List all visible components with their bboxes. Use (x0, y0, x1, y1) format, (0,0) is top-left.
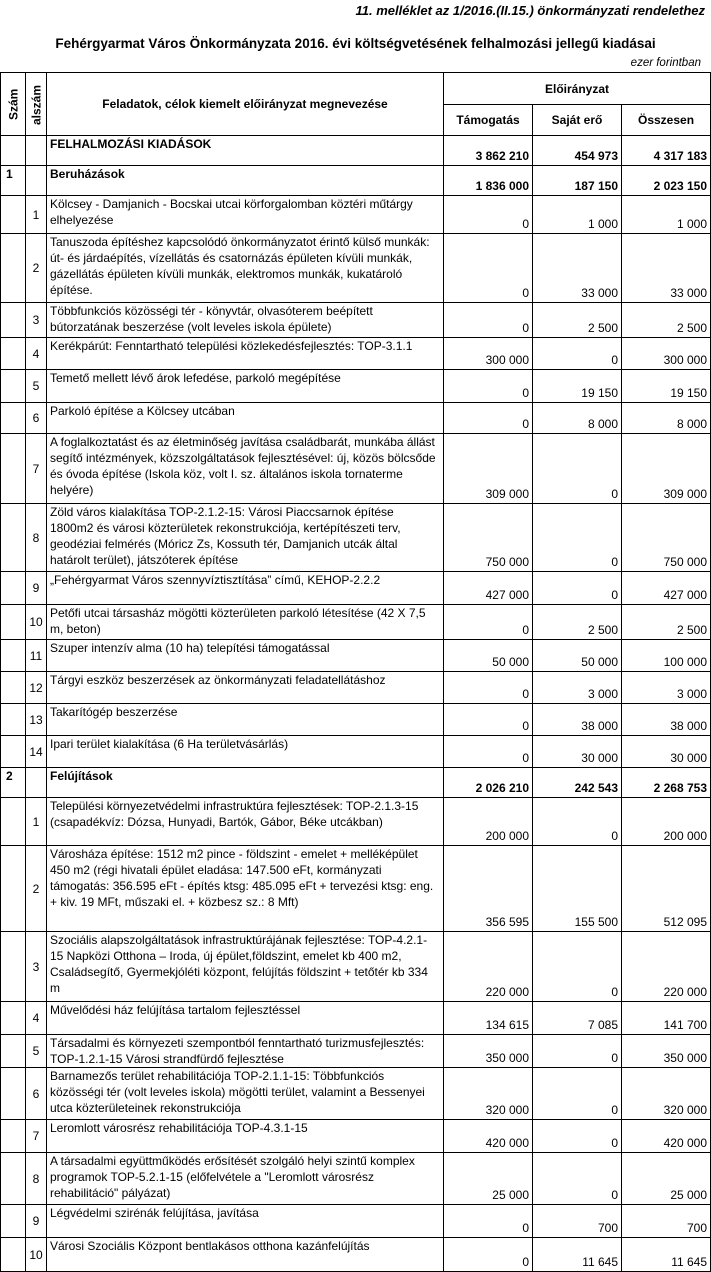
cell-sajat: 0 (533, 1068, 622, 1120)
cell-szam (1, 1238, 26, 1272)
cell-tamogatas: 25 000 (444, 1153, 533, 1205)
cell-szam (1, 136, 26, 166)
cell-alszam: 7 (26, 434, 47, 504)
cell-tamogatas: 420 000 (444, 1120, 533, 1153)
cell-sajat: 19 150 (533, 370, 622, 403)
cell-szam (1, 1068, 26, 1120)
cell-tamogatas: 0 (444, 672, 533, 704)
table-body (1, 136, 711, 1272)
table-row (1, 640, 711, 672)
table-row (1, 166, 711, 196)
cell-osszesen: 100 000 (622, 640, 711, 672)
table-row (1, 1153, 711, 1205)
cell-osszesen: 220 000 (622, 932, 711, 1002)
cell-tamogatas: 0 (444, 196, 533, 234)
table-row (1, 605, 711, 640)
col-header-osszesen: Összesen (622, 105, 711, 136)
cell-alszam: 9 (26, 1205, 47, 1238)
col-header-tamogatas: Támogatás (444, 105, 533, 136)
cell-osszesen: 4 317 183 (622, 136, 711, 166)
cell-szam (1, 1205, 26, 1238)
unit-note: ezer forintban (630, 57, 701, 69)
cell-tamogatas: 3 862 210 (444, 136, 533, 166)
cell-alszam: 5 (26, 1035, 47, 1068)
table-row (1, 736, 711, 768)
cell-feladat: Kölcsey - Damjanich - Bocskai utcai körforgalomban köztéri műtárgy elhelyezése (47, 196, 444, 234)
cell-sajat: 0 (533, 338, 622, 370)
cell-feladat: Társadalmi és környezeti szempontból fenntartható turizmusfejlesztés: TOP-1.2.1-15 Városi strandfürdő fejlesztése (47, 1035, 444, 1068)
cell-szam: 1 (1, 166, 26, 196)
cell-alszam: 7 (26, 1120, 47, 1153)
cell-alszam: 5 (26, 370, 47, 403)
cell-feladat: Beruházások (47, 166, 444, 196)
cell-alszam: 2 (26, 846, 47, 932)
cell-alszam: 6 (26, 403, 47, 434)
cell-alszam: 2 (26, 234, 47, 303)
cell-alszam (26, 768, 47, 798)
cell-alszam (26, 166, 47, 196)
table-row (1, 1205, 711, 1238)
cell-tamogatas: 0 (444, 303, 533, 338)
cell-osszesen: 38 000 (622, 704, 711, 736)
cell-alszam: 10 (26, 1238, 47, 1272)
cell-szam (1, 196, 26, 234)
cell-feladat: Zöld város kialakítása TOP-2.1.2-15: Városi Piaccsarnok építése 1800m2 és városi közterületek rekonstrukciója, kertépítészeti terv, geodéziai felmérés (Móricz Zs, Kossuth tér, Damjanich utcák által határolt terület), játszóterek építése (47, 504, 444, 572)
cell-sajat: 155 500 (533, 846, 622, 932)
cell-tamogatas: 0 (444, 1238, 533, 1272)
cell-feladat: Petőfi utcai társasház mögötti közterületen parkoló létesítése (42 X 7,5 m, beton) (47, 605, 444, 640)
cell-osszesen: 2 023 150 (622, 166, 711, 196)
cell-szam (1, 1002, 26, 1035)
cell-osszesen: 2 500 (622, 303, 711, 338)
cell-szam (1, 1153, 26, 1205)
cell-tamogatas: 50 000 (444, 640, 533, 672)
cell-tamogatas: 320 000 (444, 1068, 533, 1120)
cell-feladat: Szociális alapszolgáltatások infrastruktúrájának fejlesztése: TOP-4.2.1-15 Napközi Otthona – Iroda, új épület,földszint, emelet kb 400 m2, Családsegítő, Gyermekjóléti központ, felújítás földszint + tetőtér kb 334 m (47, 932, 444, 1002)
cell-osszesen: 3 000 (622, 672, 711, 704)
cell-sajat: 50 000 (533, 640, 622, 672)
cell-feladat: „Fehérgyarmat Város szennyvíztisztítása” című, KEHOP-2.2.2 (47, 572, 444, 605)
cell-alszam: 1 (26, 798, 47, 846)
cell-tamogatas: 0 (444, 370, 533, 403)
cell-feladat: A társadalmi együttműködés erősítését szolgáló helyi szintű komplex programok TOP-5.2.1-15 (előfelvétele a "Leromlott városrész rehabilitáció" pályázat) (47, 1153, 444, 1205)
cell-osszesen: 1 000 (622, 196, 711, 234)
cell-szam (1, 403, 26, 434)
table-row (1, 370, 711, 403)
cell-alszam: 14 (26, 736, 47, 768)
cell-feladat: Takarítógép beszerzése (47, 704, 444, 736)
cell-alszam: 10 (26, 605, 47, 640)
cell-tamogatas: 0 (444, 1205, 533, 1238)
cell-sajat: 0 (533, 504, 622, 572)
cell-alszam (26, 136, 47, 166)
cell-szam (1, 434, 26, 504)
cell-sajat: 38 000 (533, 704, 622, 736)
cell-tamogatas: 0 (444, 736, 533, 768)
cell-sajat: 242 543 (533, 768, 622, 798)
cell-feladat: A foglalkoztatást és az életminőség javítása családbarát, munkába állást segítő intézmények, közszolgáltatások fejlesztésével: új, közös bölcsőde és óvoda építése (Iskola köz, volt I. sz. általános iskola tornaterme helyére) (47, 434, 444, 504)
col-header-sajat: Saját erő (533, 105, 622, 136)
cell-feladat: Művelődési ház felújítása tartalom fejlesztéssel (47, 1002, 444, 1035)
table-row (1, 434, 711, 504)
cell-feladat: Tárgyi eszköz beszerzések az önkormányzati feladatellátáshoz (47, 672, 444, 704)
cell-osszesen: 300 000 (622, 338, 711, 370)
table-row (1, 196, 711, 234)
cell-sajat: 0 (533, 932, 622, 1002)
cell-alszam: 9 (26, 572, 47, 605)
cell-alszam: 6 (26, 1068, 47, 1120)
cell-osszesen: 700 (622, 1205, 711, 1238)
cell-sajat: 454 973 (533, 136, 622, 166)
cell-szam (1, 672, 26, 704)
cell-sajat: 33 000 (533, 234, 622, 303)
cell-sajat: 0 (533, 798, 622, 846)
cell-osszesen: 320 000 (622, 1068, 711, 1120)
cell-tamogatas: 0 (444, 403, 533, 434)
cell-szam (1, 303, 26, 338)
cell-alszam: 8 (26, 1153, 47, 1205)
budget-table (0, 72, 711, 1272)
cell-tamogatas: 0 (444, 605, 533, 640)
table-row (1, 403, 711, 434)
col-header-feladat: Feladatok, célok kiemelt előirányzat megnevezése (47, 73, 444, 136)
cell-alszam: 1 (26, 196, 47, 234)
cell-feladat: Temető mellett lévő árok lefedése, parkoló megépítése (47, 370, 444, 403)
table-row (1, 136, 711, 166)
cell-alszam: 13 (26, 704, 47, 736)
table-row (1, 504, 711, 572)
cell-feladat: FELHALMOZÁSI KIADÁSOK (47, 136, 444, 166)
cell-sajat: 187 150 (533, 166, 622, 196)
cell-tamogatas: 427 000 (444, 572, 533, 605)
cell-osszesen: 19 150 (622, 370, 711, 403)
cell-szam (1, 1035, 26, 1068)
cell-osszesen: 200 000 (622, 798, 711, 846)
cell-osszesen: 2 268 753 (622, 768, 711, 798)
cell-osszesen: 2 500 (622, 605, 711, 640)
cell-sajat: 0 (533, 434, 622, 504)
cell-szam (1, 572, 26, 605)
cell-feladat: Ipari terület kialakítása (6 Ha területvásárlás) (47, 736, 444, 768)
cell-feladat: Tanuszoda építéshez kapcsolódó önkormányzatot érintő külső munkák: út- és járdaépítés, vízellátás és csatornázás épületen kívüli munkák, gázellátás épületen kívüli munkák, elektromos munkák, kukatároló építése. (47, 234, 444, 303)
cell-tamogatas: 200 000 (444, 798, 533, 846)
table-row (1, 1002, 711, 1035)
cell-szam (1, 846, 26, 932)
cell-osszesen: 30 000 (622, 736, 711, 768)
cell-feladat: Barnamezős terület rehabilitációja TOP-2.1.1-15: Többfunkciós közösségi tér (volt leveles iskola) mögötti terület, valamint a Bessenyei utca közterületeinek rekonstrukciója (47, 1068, 444, 1120)
page-title: Fehérgyarmat Város Önkormányzata 2016. évi költségvetésének felhalmozási jellegű kiadásai (55, 36, 656, 51)
cell-alszam: 12 (26, 672, 47, 704)
cell-alszam: 8 (26, 504, 47, 572)
cell-sajat: 30 000 (533, 736, 622, 768)
cell-alszam: 4 (26, 1002, 47, 1035)
cell-feladat: Felújítások (47, 768, 444, 798)
cell-sajat: 11 645 (533, 1238, 622, 1272)
cell-osszesen: 427 000 (622, 572, 711, 605)
annex-note: 11. melléklet az 1/2016.(II.15.) önkormányzati rendelethez (355, 3, 705, 18)
cell-osszesen: 420 000 (622, 1120, 711, 1153)
cell-szam (1, 1120, 26, 1153)
cell-tamogatas: 220 000 (444, 932, 533, 1002)
cell-feladat: Leromlott városrész rehabilitációja TOP-4.3.1-15 (47, 1120, 444, 1153)
col-header-eloiranyzat: Előirányzat (444, 73, 711, 105)
cell-osszesen: 25 000 (622, 1153, 711, 1205)
cell-tamogatas: 0 (444, 234, 533, 303)
cell-sajat: 7 085 (533, 1002, 622, 1035)
cell-feladat: Városi Szociális Központ bentlakásos otthona kazánfelújítás (47, 1238, 444, 1272)
cell-osszesen: 8 000 (622, 403, 711, 434)
table-row (1, 1068, 711, 1120)
cell-szam: 2 (1, 768, 26, 798)
table-row (1, 572, 711, 605)
cell-szam (1, 234, 26, 303)
cell-szam (1, 932, 26, 1002)
cell-szam (1, 338, 26, 370)
cell-tamogatas: 350 000 (444, 1035, 533, 1068)
cell-tamogatas: 2 026 210 (444, 768, 533, 798)
cell-szam (1, 704, 26, 736)
cell-feladat: Szuper intenzív alma (10 ha) telepítési támogatással (47, 640, 444, 672)
table-row (1, 338, 711, 370)
cell-szam (1, 605, 26, 640)
table-row (1, 846, 711, 932)
table-row (1, 932, 711, 1002)
cell-tamogatas: 750 000 (444, 504, 533, 572)
table-row (1, 672, 711, 704)
cell-szam (1, 370, 26, 403)
cell-tamogatas: 1 836 000 (444, 166, 533, 196)
table-row (1, 1238, 711, 1272)
cell-tamogatas: 309 000 (444, 434, 533, 504)
cell-sajat: 1 000 (533, 196, 622, 234)
cell-szam (1, 736, 26, 768)
cell-feladat: Városháza építése: 1512 m2 pince - földszint - emelet + melléképület 450 m2 (régi hivatali épület eladása: 147.500 eFt, kormányzati támogatás: 356.595 eFt - építés ktsg: 485.095 eFt + tervezési ktsg: eng. + kiv. 19 MFt, műszaki el. + közbesz sz.: 8 Mft) (47, 846, 444, 932)
cell-sajat: 0 (533, 572, 622, 605)
col-header-szam: Szám (1, 73, 26, 136)
cell-osszesen: 141 700 (622, 1002, 711, 1035)
cell-osszesen: 33 000 (622, 234, 711, 303)
cell-tamogatas: 300 000 (444, 338, 533, 370)
cell-feladat: Többfunkciós közösségi tér - könyvtár, olvasóterem beépített bútorzatának beszerzése (volt leveles iskola épülete) (47, 303, 444, 338)
col-header-alszam: alszám (26, 73, 47, 136)
cell-sajat: 2 500 (533, 303, 622, 338)
table-row (1, 798, 711, 846)
cell-alszam: 11 (26, 640, 47, 672)
cell-sajat: 0 (533, 1035, 622, 1068)
cell-szam (1, 640, 26, 672)
cell-feladat: Kerékpárút: Fenntartható települési közlekedésfejlesztés: TOP-3.1.1 (47, 338, 444, 370)
cell-sajat: 0 (533, 1120, 622, 1153)
cell-feladat: Települési környezetvédelmi infrastruktúra fejlesztések: TOP-2.1.3-15 (csapadékvíz: Dózsa, Hunyadi, Bartók, Gábor, Béke utcákban) (47, 798, 444, 846)
cell-sajat: 0 (533, 1153, 622, 1205)
cell-tamogatas: 0 (444, 704, 533, 736)
cell-szam (1, 504, 26, 572)
cell-szam (1, 798, 26, 846)
table-row (1, 303, 711, 338)
cell-osszesen: 350 000 (622, 1035, 711, 1068)
cell-sajat: 700 (533, 1205, 622, 1238)
cell-feladat: Parkoló építése a Kölcsey utcában (47, 403, 444, 434)
cell-sajat: 3 000 (533, 672, 622, 704)
cell-feladat: Légvédelmi szirénák felújítása, javítása (47, 1205, 444, 1238)
cell-alszam: 4 (26, 338, 47, 370)
cell-alszam: 3 (26, 303, 47, 338)
table-row (1, 1120, 711, 1153)
table-row (1, 1035, 711, 1068)
cell-osszesen: 309 000 (622, 434, 711, 504)
table-row (1, 704, 711, 736)
cell-sajat: 8 000 (533, 403, 622, 434)
cell-sajat: 2 500 (533, 605, 622, 640)
cell-osszesen: 11 645 (622, 1238, 711, 1272)
cell-osszesen: 750 000 (622, 504, 711, 572)
cell-osszesen: 512 095 (622, 846, 711, 932)
cell-alszam: 3 (26, 932, 47, 1002)
table-row (1, 234, 711, 303)
cell-tamogatas: 356 595 (444, 846, 533, 932)
table-row (1, 768, 711, 798)
cell-tamogatas: 134 615 (444, 1002, 533, 1035)
